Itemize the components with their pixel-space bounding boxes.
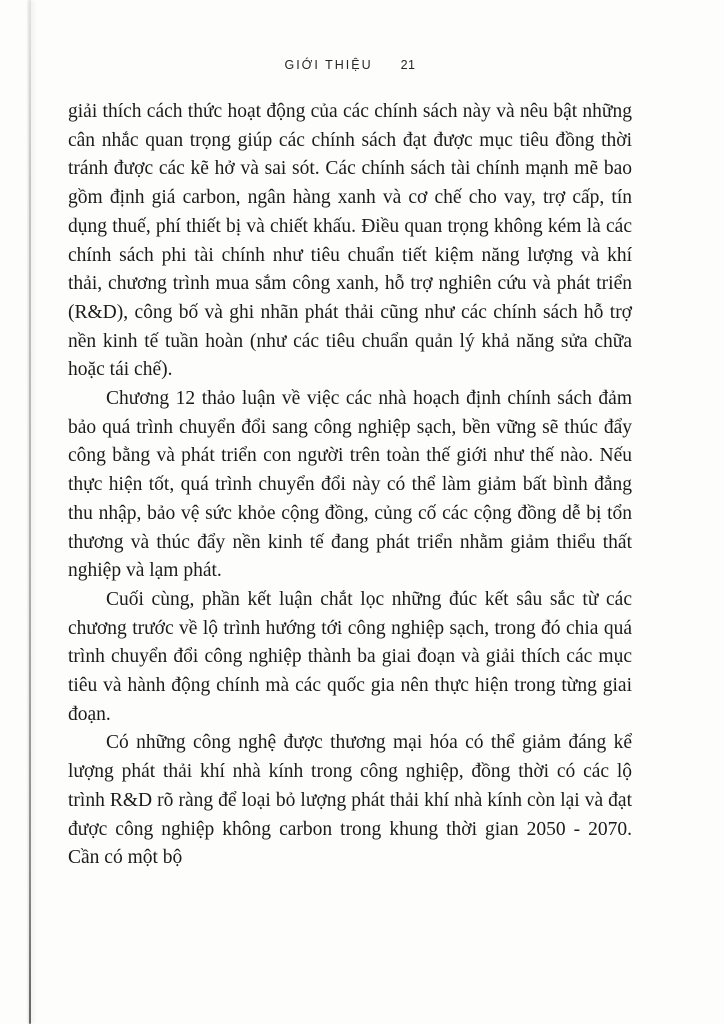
header-chapter-title: GIỚI THIỆU	[284, 58, 373, 72]
page-edge-shadow	[29, 0, 31, 1024]
header-page-number: 21	[400, 58, 416, 72]
paragraph: giải thích cách thức hoạt động của các chính sách này và nêu bật những cân nhắc quan trọng giúp các chính sách đạt được mục tiêu đồng thời tránh được các kẽ hở và sai sót. Các chính sách tài chính mạnh mẽ bao gồm định giá carbon, ngân hàng xanh và cơ chế cho vay, trợ cấp, tín dụng thuế, phí thiết bị và chiết khấu. Điều quan trọng không kém là các chính sách phi tài chính như tiêu chuẩn tiết kiệm năng lượng và khí thải, chương trình mua sắm công xanh, hỗ trợ nghiên cứu và phát triển (R&D), công bố và ghi nhãn phát thải cũng như các chính sách hỗ trợ nền kinh tế tuần hoàn (như các tiêu chuẩn quản lý khả năng sửa chữa hoặc tái chế).	[68, 101, 632, 381]
running-header	[68, 58, 632, 72]
paragraph: Cuối cùng, phần kết luận chắt lọc những đúc kết sâu sắc từ các chương trước về lộ trình hướng tới công nghiệp sạch, trong đó chia quá trình chuyển đổi công nghiệp thành ba giai đoạn và giải thích các mục tiêu và hành động chính mà các quốc gia nên thực hiện trong từng giai đoạn.	[68, 588, 632, 725]
paragraph: Có những công nghệ được thương mại hóa có thể giảm đáng kể lượng phát thải khí nhà kính trong công nghiệp, đồng thời có các lộ trình R&D rõ ràng để loại bỏ lượng phát thải khí nhà kính còn lại và đạt được công nghiệp không carbon trong khung thời gian 2050 - 2070. Cần có một bộ	[68, 732, 632, 869]
content-column	[68, 0, 632, 873]
body-text	[68, 98, 632, 873]
paragraph: Chương 12 thảo luận về việc các nhà hoạch định chính sách đảm bảo quá trình chuyển đổi sang công nghiệp sạch, bền vững sẽ thúc đẩy công bằng và phát triển con người trên toàn thế giới như thế nào. Nếu thực hiện tốt, quá trình chuyển đổi này có thể làm giảm bất bình đẳng thu nhập, bảo vệ sức khỏe cộng đồng, củng cố các cộng đồng dễ bị tổn thương và thúc đẩy nền kinh tế đang phát triển nhằm giảm thiểu thất nghiệp và lạm phát.	[68, 388, 632, 582]
